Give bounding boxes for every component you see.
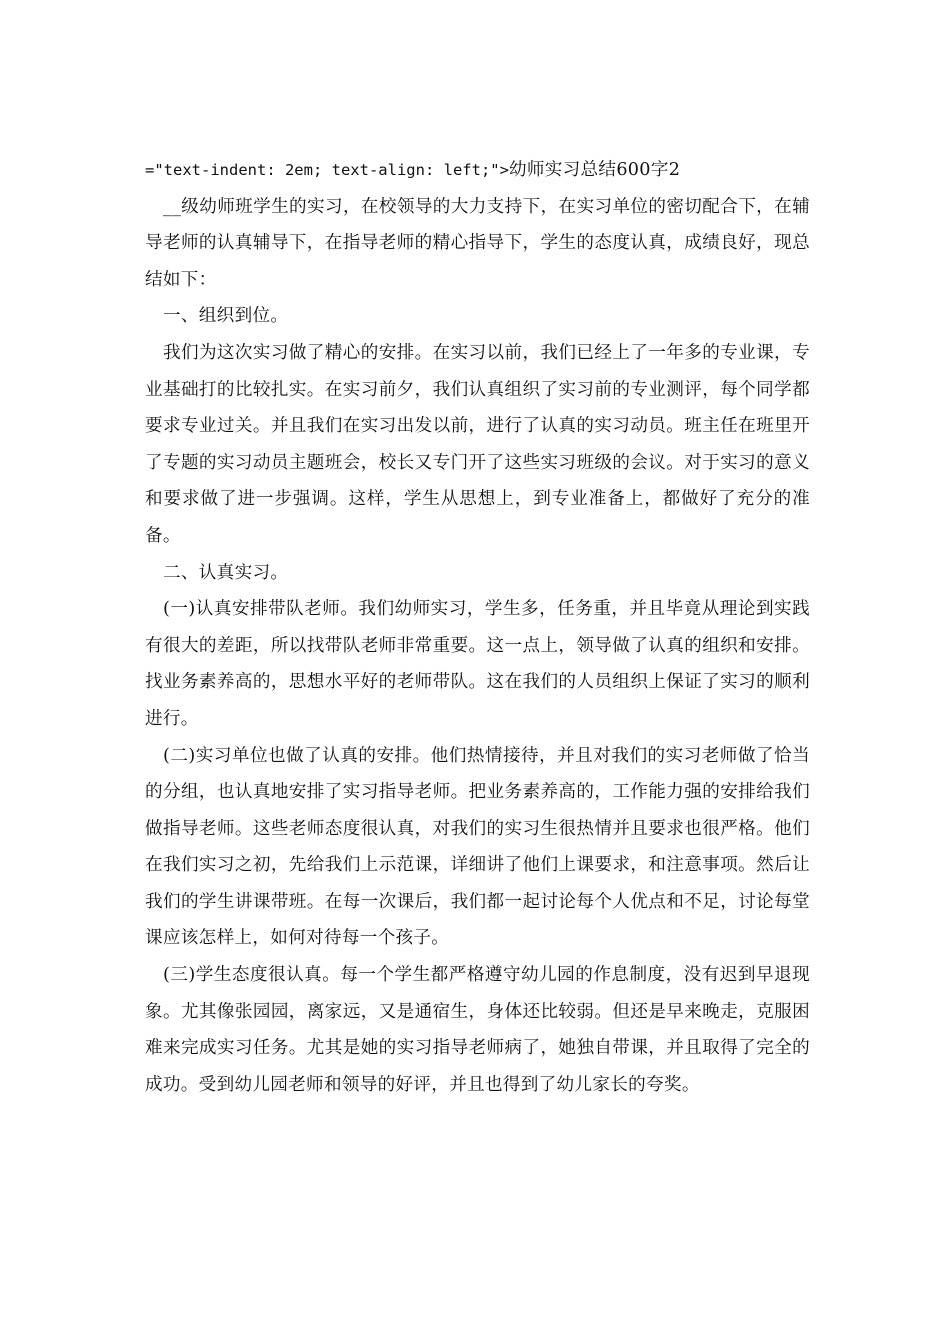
heading-code-fragment: ="text-indent: 2em; text-align: left;">	[145, 161, 509, 179]
paragraph-intro: __级幼师班学生的实习，在校领导的大力支持下，在实习单位的密切配合下，在辅导老师的认真辅导下，在指导老师的精心指导下，学生的态度认真，成绩良好，现总结如下：	[145, 196, 810, 290]
document-body	[145, 152, 810, 1103]
section-heading-2: 二、认真实习。	[163, 562, 289, 583]
paragraph-point-3: (三)学生态度很认真。每一个学生都严格遵守幼儿园的作息制度，没有迟到早退现象。尤其像张园园，离家远，又是通宿生，身体还比较弱。但还是早来晚走，克服困难来完成实习任务。尤其是她的实习指导老师病了，她独自带课，并且取得了完全的成功。受到幼儿园老师和领导的好评，并且也得到了幼儿家长的夸奖。	[145, 965, 810, 1095]
paragraph-organization: 我们为这次实习做了精心的安排。在实习以前，我们已经上了一年多的专业课，专业基础打的比较扎实。在实习前夕，我们认真组织了实习前的专业测评，每个同学都要求专业过关。并且我们在实习出发以前，进行了认真的实习动员。班主任在班里开了专题的实习动员主题班会，校长又专门开了这些实习班级的会议。对于实习的意义和要求做了进一步强调。这样，学生从思想上，到专业准备上，都做好了充分的准备。	[145, 342, 810, 546]
document-heading	[145, 152, 810, 189]
section-heading-1: 一、组织到位。	[163, 306, 289, 327]
paragraph-point-2: (二)实习单位也做了认真的安排。他们热情接待，并且对我们的实习老师做了恰当的分组，也认真地安排了实习指导老师。把业务素养高的，工作能力强的安排给我们做指导老师。这些老师态度很认真，对我们的实习生很热情并且要求也很严格。他们在我们实习之初，先给我们上示范课，详细讲了他们上课要求，和注意事项。然后让我们的学生讲课带班。在每一次课后，我们都一起讨论每个人优点和不足，讨论每堂课应该怎样上，如何对待每一个孩子。	[145, 745, 810, 949]
paragraph-point-1: (一)认真安排带队老师。我们幼师实习，学生多，任务重，并且毕竟从理论到实践有很大的差距，所以找带队老师非常重要。这一点上，领导做了认真的组织和安排。找业务素养高的，思想水平好的老师带队。这在我们的人员组织上保证了实习的顺利进行。	[145, 599, 810, 729]
heading-title: 幼师实习总结600字2	[508, 160, 681, 180]
